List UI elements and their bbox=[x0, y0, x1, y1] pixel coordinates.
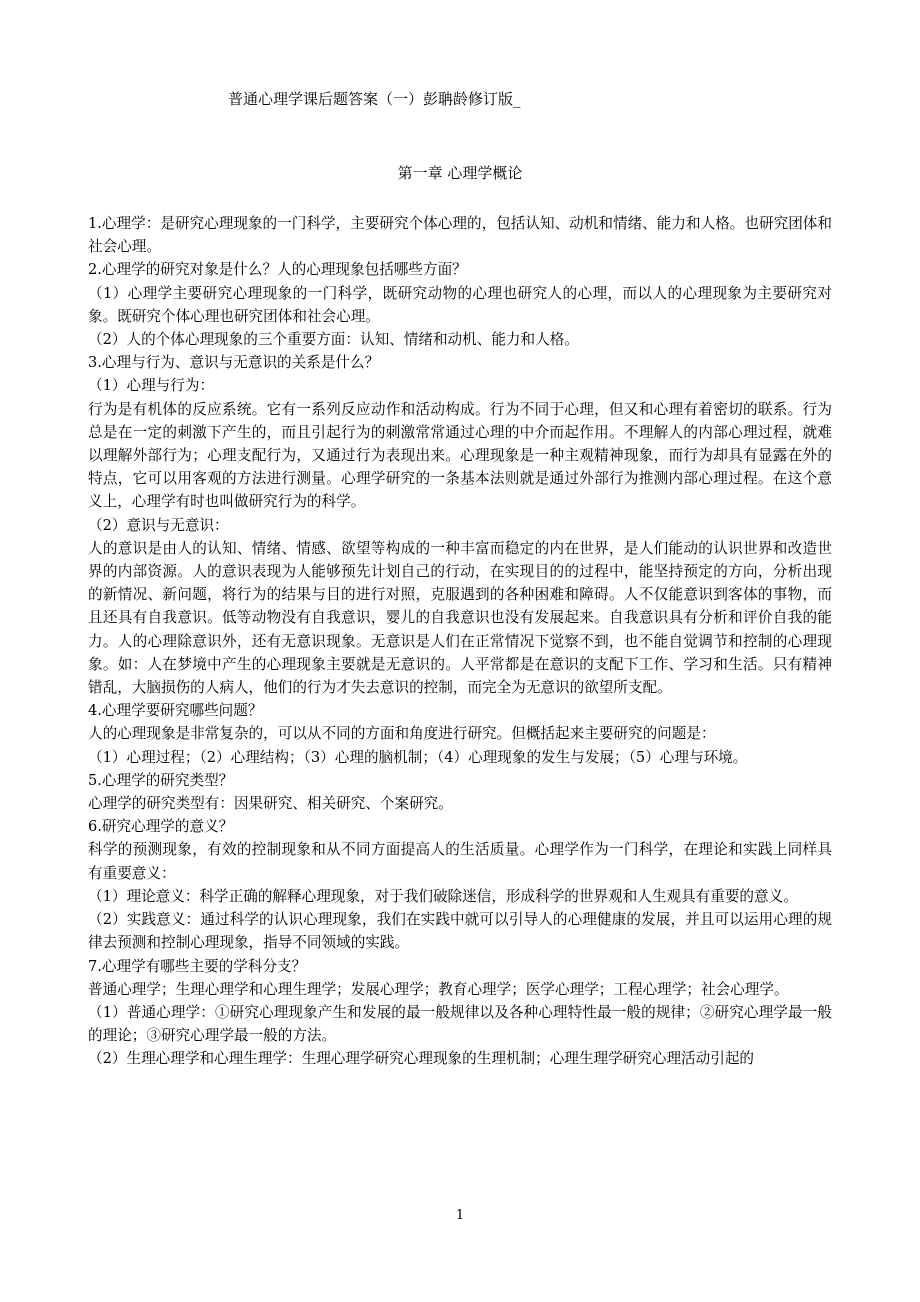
paragraph: （2）意识与无意识： bbox=[88, 516, 229, 534]
document-title: 普通心理学课后题答案（一）彭聃龄修订版_ bbox=[228, 90, 521, 108]
paragraph: （1）心理过程；（2）心理结构；（3）心理的脑机制；（4）心理现象的发生与发展；（5）心理与环境。 bbox=[88, 748, 748, 766]
paragraph: （1）理论意义：科学正确的解释心理现象，对于我们破除迷信，形成科学的世界观和人生观具有重要的意义。 bbox=[88, 887, 798, 905]
paragraph: 3.心理与行为、意识与无意识的关系是什么？ bbox=[88, 354, 380, 372]
paragraph: （1）心理学主要研究心理现象的一门科学，既研究动物的心理也研究人的心理，而以人的心理现象为主要研究对象。既研究个体心理也研究团体和社会心理。 bbox=[88, 284, 832, 325]
paragraph: （2）生理心理学和心理生理学：生理心理学研究心理现象的生理机制；心理生理学研究心理活动引起的 bbox=[88, 1050, 755, 1068]
paragraph: 1.心理学：是研究心理现象的一门科学，主要研究个体心理的，包括认知、动机和情绪、能力和人格。也研究团体和社会心理。 bbox=[88, 215, 832, 256]
paragraph: 行为是有机体的反应系统。它有一系列反应动作和活动构成。行为不同于心理，但又和心理有着密切的联系。行为总是在一定的刺激下产生的，而且引起行为的刺激常常通过心理的中介而起作用。不理解人的内部心理过程，就难以理解外部行为；心理支配行为，又通过行为表现出来。心理现象是一种主观精神现象，而行为却具有显露在外的特点，它可以用客观的方法进行测量。心理学研究的一条基本法则就是通过外部行为推测内部心理过程。在这个意义上，心理学有时也叫做研究行为的科学。 bbox=[88, 400, 832, 511]
paragraph: 人的意识是由人的认知、情绪、情感、欲望等构成的一种丰富而稳定的内在世界，是人们能动的认识世界和改造世界的内部资源。人的意识表现为人能够预先计划自己的行动，在实现目的的过程中，能坚持预定的方向，分析出现的新情况、新问题，将行为的结果与目的进行对照，克服遇到的各种困难和障碍。人不仅能意识到客体的事物，而且还具有自我意识。低等动物没有自我意识，婴儿的自我意识也没有发展起来。自我意识具有分析和评价自我的能力。人的心理除意识外，还有无意识现象。无意识是人们在正常情况下觉察不到，也不能自觉调节和控制的心理现象。如：人在梦境中产生的心理现象主要就是无意识的。人平常都是在意识的支配下工作、学习和生活。只有精神错乱，大脑损伤的人病人，他们的行为才失去意识的控制，而完全为无意识的欲望所支配。 bbox=[88, 539, 832, 697]
page-number: 1 bbox=[455, 1208, 465, 1223]
chapter-heading: 第一章 心理学概论 bbox=[397, 164, 523, 182]
paragraph: （1）心理与行为： bbox=[88, 377, 215, 395]
paragraph: 心理学的研究类型有：因果研究、相关研究、个案研究。 bbox=[88, 795, 453, 813]
paragraph: 科学的预测现象，有效的控制现象和从不同方面提高人的生活质量。心理学作为一门科学，在理论和实践上同样具有重要意义： bbox=[88, 841, 832, 882]
paragraph: （1）普通心理学：①研究心理现象产生和发展的最一般规律以及各种心理特性最一般的规律；②研究心理学最一般的理论；③研究心理学最一般的方法。 bbox=[88, 1003, 832, 1045]
paragraph: 5.心理学的研究类型？ bbox=[88, 771, 234, 789]
paragraph: 2.心理学的研究对象是什么？人的心理现象包括哪些方面？ bbox=[88, 261, 467, 279]
document-body bbox=[88, 212, 832, 1071]
paragraph: 6.研究心理学的意义？ bbox=[88, 818, 234, 836]
paragraph: 4.心理学要研究哪些问题？ bbox=[88, 702, 263, 720]
paragraph: 人的心理现象是非常复杂的，可以从不同的方面和角度进行研究。但概括起来主要研究的问题是： bbox=[88, 725, 716, 743]
paragraph: （2）实践意义：通过科学的认识心理现象，我们在实践中就可以引导人的心理健康的发展，并且可以运用心理的规律去预测和控制心理现象，指导不同领域的实践。 bbox=[88, 911, 832, 952]
paragraph: 普通心理学；生理心理学和心理生理学；发展心理学；教育心理学；医学心理学；工程心理学；社会心理学。 bbox=[88, 980, 789, 998]
paragraph: （2）人的个体心理现象的三个重要方面：认知、情绪和动机、能力和人格。 bbox=[88, 331, 579, 349]
paragraph: 7.心理学有哪些主要的学科分支？ bbox=[88, 957, 307, 975]
